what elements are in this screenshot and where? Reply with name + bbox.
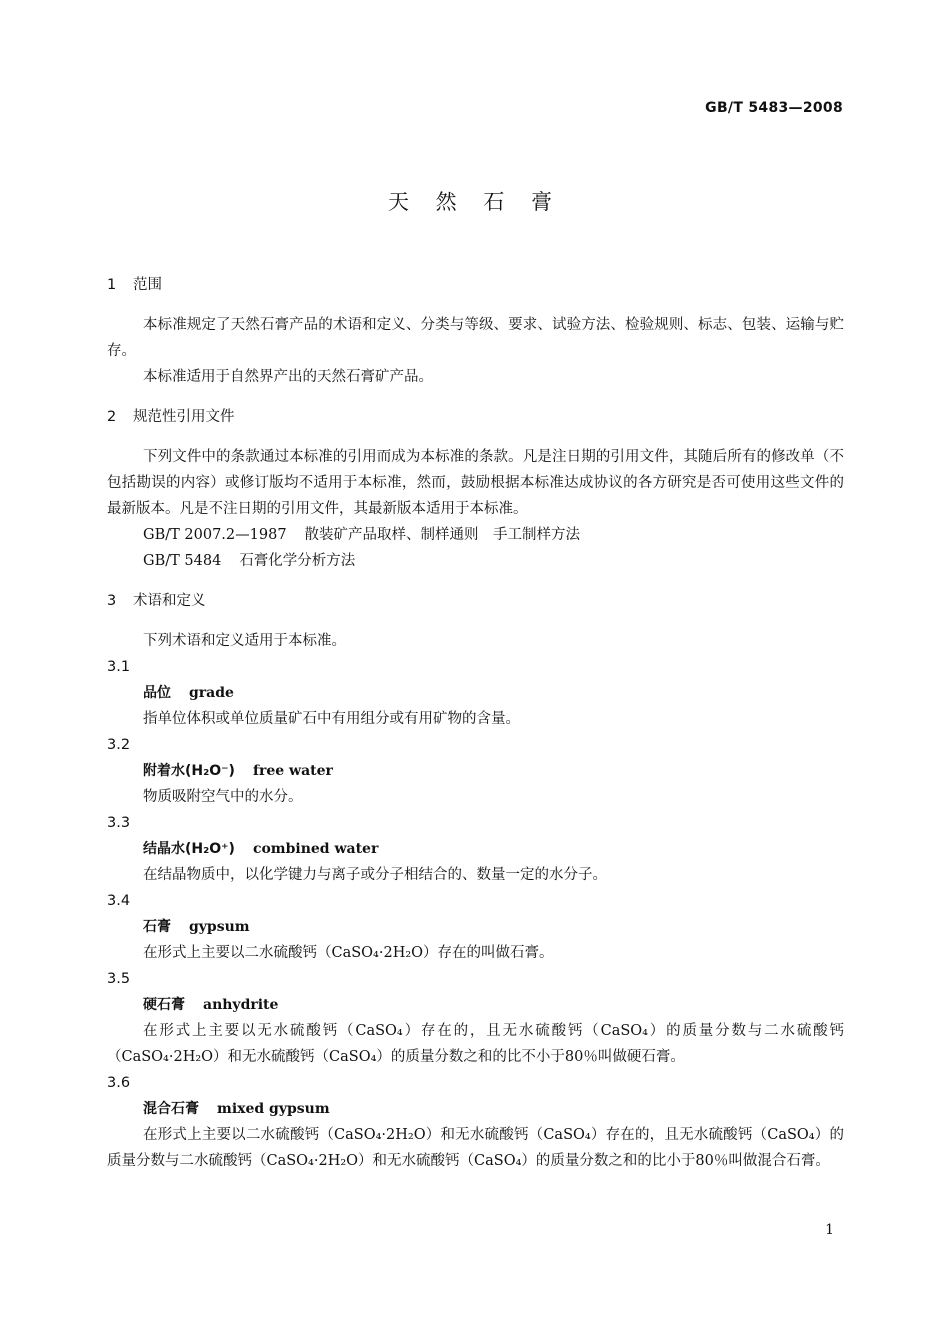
clause-number: 3.3 <box>107 815 131 831</box>
term-en: gypsum <box>189 919 250 935</box>
clause-number: 3.6 <box>107 1075 131 1091</box>
reference-item <box>107 548 844 574</box>
term-definition: 在形式上主要以无水硫酸钙（CaSO₄）存在的，且无水硫酸钙（CaSO₄）的质量分数与二水硫酸钙（CaSO₄·2H₂O）和无水硫酸钙（CaSO₄）的质量分数之和的比不小于80％叫做硬石膏。 <box>107 1023 844 1065</box>
term-entry <box>107 836 844 862</box>
clause-number: 3.4 <box>107 893 131 909</box>
term-entry <box>107 758 844 784</box>
term-en: mixed gypsum <box>217 1101 330 1117</box>
term-zh: 结晶水(H₂O⁺) <box>143 841 235 857</box>
term-zh: 混合石膏 <box>143 1101 199 1117</box>
reference-code: GB/T 5484 <box>143 553 222 569</box>
term-zh: 硬石膏 <box>143 997 185 1013</box>
section-title: 术语和定义 <box>133 593 206 609</box>
section-number: 2 <box>107 409 117 425</box>
paragraph: 本标准规定了天然石膏产品的术语和定义、分类与等级、要求、试验方法、检验规则、标志、包装、运输与贮存。 <box>107 317 844 359</box>
term-en: anhydrite <box>203 997 279 1013</box>
reference-title: 散装矿产品取样、制样通则 手工制样方法 <box>304 527 581 543</box>
page-number: 1 <box>825 1222 834 1238</box>
term-zh: 附着水(H₂O⁻) <box>143 763 235 779</box>
document-title: 天 然 石 膏 <box>387 190 563 214</box>
section-number: 1 <box>107 277 117 293</box>
term-zh: 石膏 <box>143 919 171 935</box>
paragraph: 下列文件中的条款通过本标准的引用而成为本标准的条款。凡是注日期的引用文件，其随后所有的修改单（不包括勘误的内容）或修订版均不适用于本标准，然而，鼓励根据本标准达成协议的各方研究是否可使用这些文件的最新版本。凡是不注日期的引用文件，其最新版本适用于本标准。 <box>107 449 844 517</box>
reference-title: 石膏化学分析方法 <box>239 553 356 569</box>
section-number: 3 <box>107 593 117 609</box>
term-entry <box>107 1096 844 1122</box>
paragraph: 本标准适用于自然界产出的天然石膏矿产品。 <box>143 369 433 385</box>
term-en: free water <box>252 763 333 779</box>
term-entry <box>107 680 844 706</box>
term-definition: 在形式上主要以二水硫酸钙（CaSO₄·2H₂O）存在的叫做石膏。 <box>143 945 554 961</box>
section-heading-terms <box>107 588 844 614</box>
term-definition: 物质吸附空气中的水分。 <box>143 789 303 805</box>
section-title: 规范性引用文件 <box>133 409 235 425</box>
clause-number: 3.5 <box>107 971 131 987</box>
term-entry <box>107 992 844 1018</box>
term-definition: 指单位体积或单位质量矿石中有用组分或有用矿物的含量。 <box>143 711 520 727</box>
term-en: grade <box>189 685 234 701</box>
term-zh: 品位 <box>143 685 171 701</box>
paragraph: 下列术语和定义适用于本标准。 <box>143 633 346 649</box>
term-definition: 在结晶物质中，以化学键力与离子或分子相结合的、数量一定的水分子。 <box>143 867 607 883</box>
section-title: 范围 <box>133 277 162 293</box>
section-heading-normative-references <box>107 404 844 430</box>
reference-item <box>107 522 844 548</box>
term-en: combined water <box>252 841 379 857</box>
standard-number: GB/T 5483—2008 <box>705 100 843 116</box>
section-heading-scope <box>107 272 844 298</box>
document-body <box>107 272 844 1174</box>
clause-number: 3.1 <box>107 659 131 675</box>
term-definition: 在形式上主要以二水硫酸钙（CaSO₄·2H₂O）和无水硫酸钙（CaSO₄）存在的，且无水硫酸钙（CaSO₄）的质量分数与二水硫酸钙（CaSO₄·2H₂O）和无水硫酸钙（CaSO₄）的质量分数之和的比小于80％叫做混合石膏。 <box>107 1127 844 1169</box>
reference-code: GB/T 2007.2—1987 <box>143 527 287 543</box>
clause-number: 3.2 <box>107 737 131 753</box>
term-entry <box>107 914 844 940</box>
